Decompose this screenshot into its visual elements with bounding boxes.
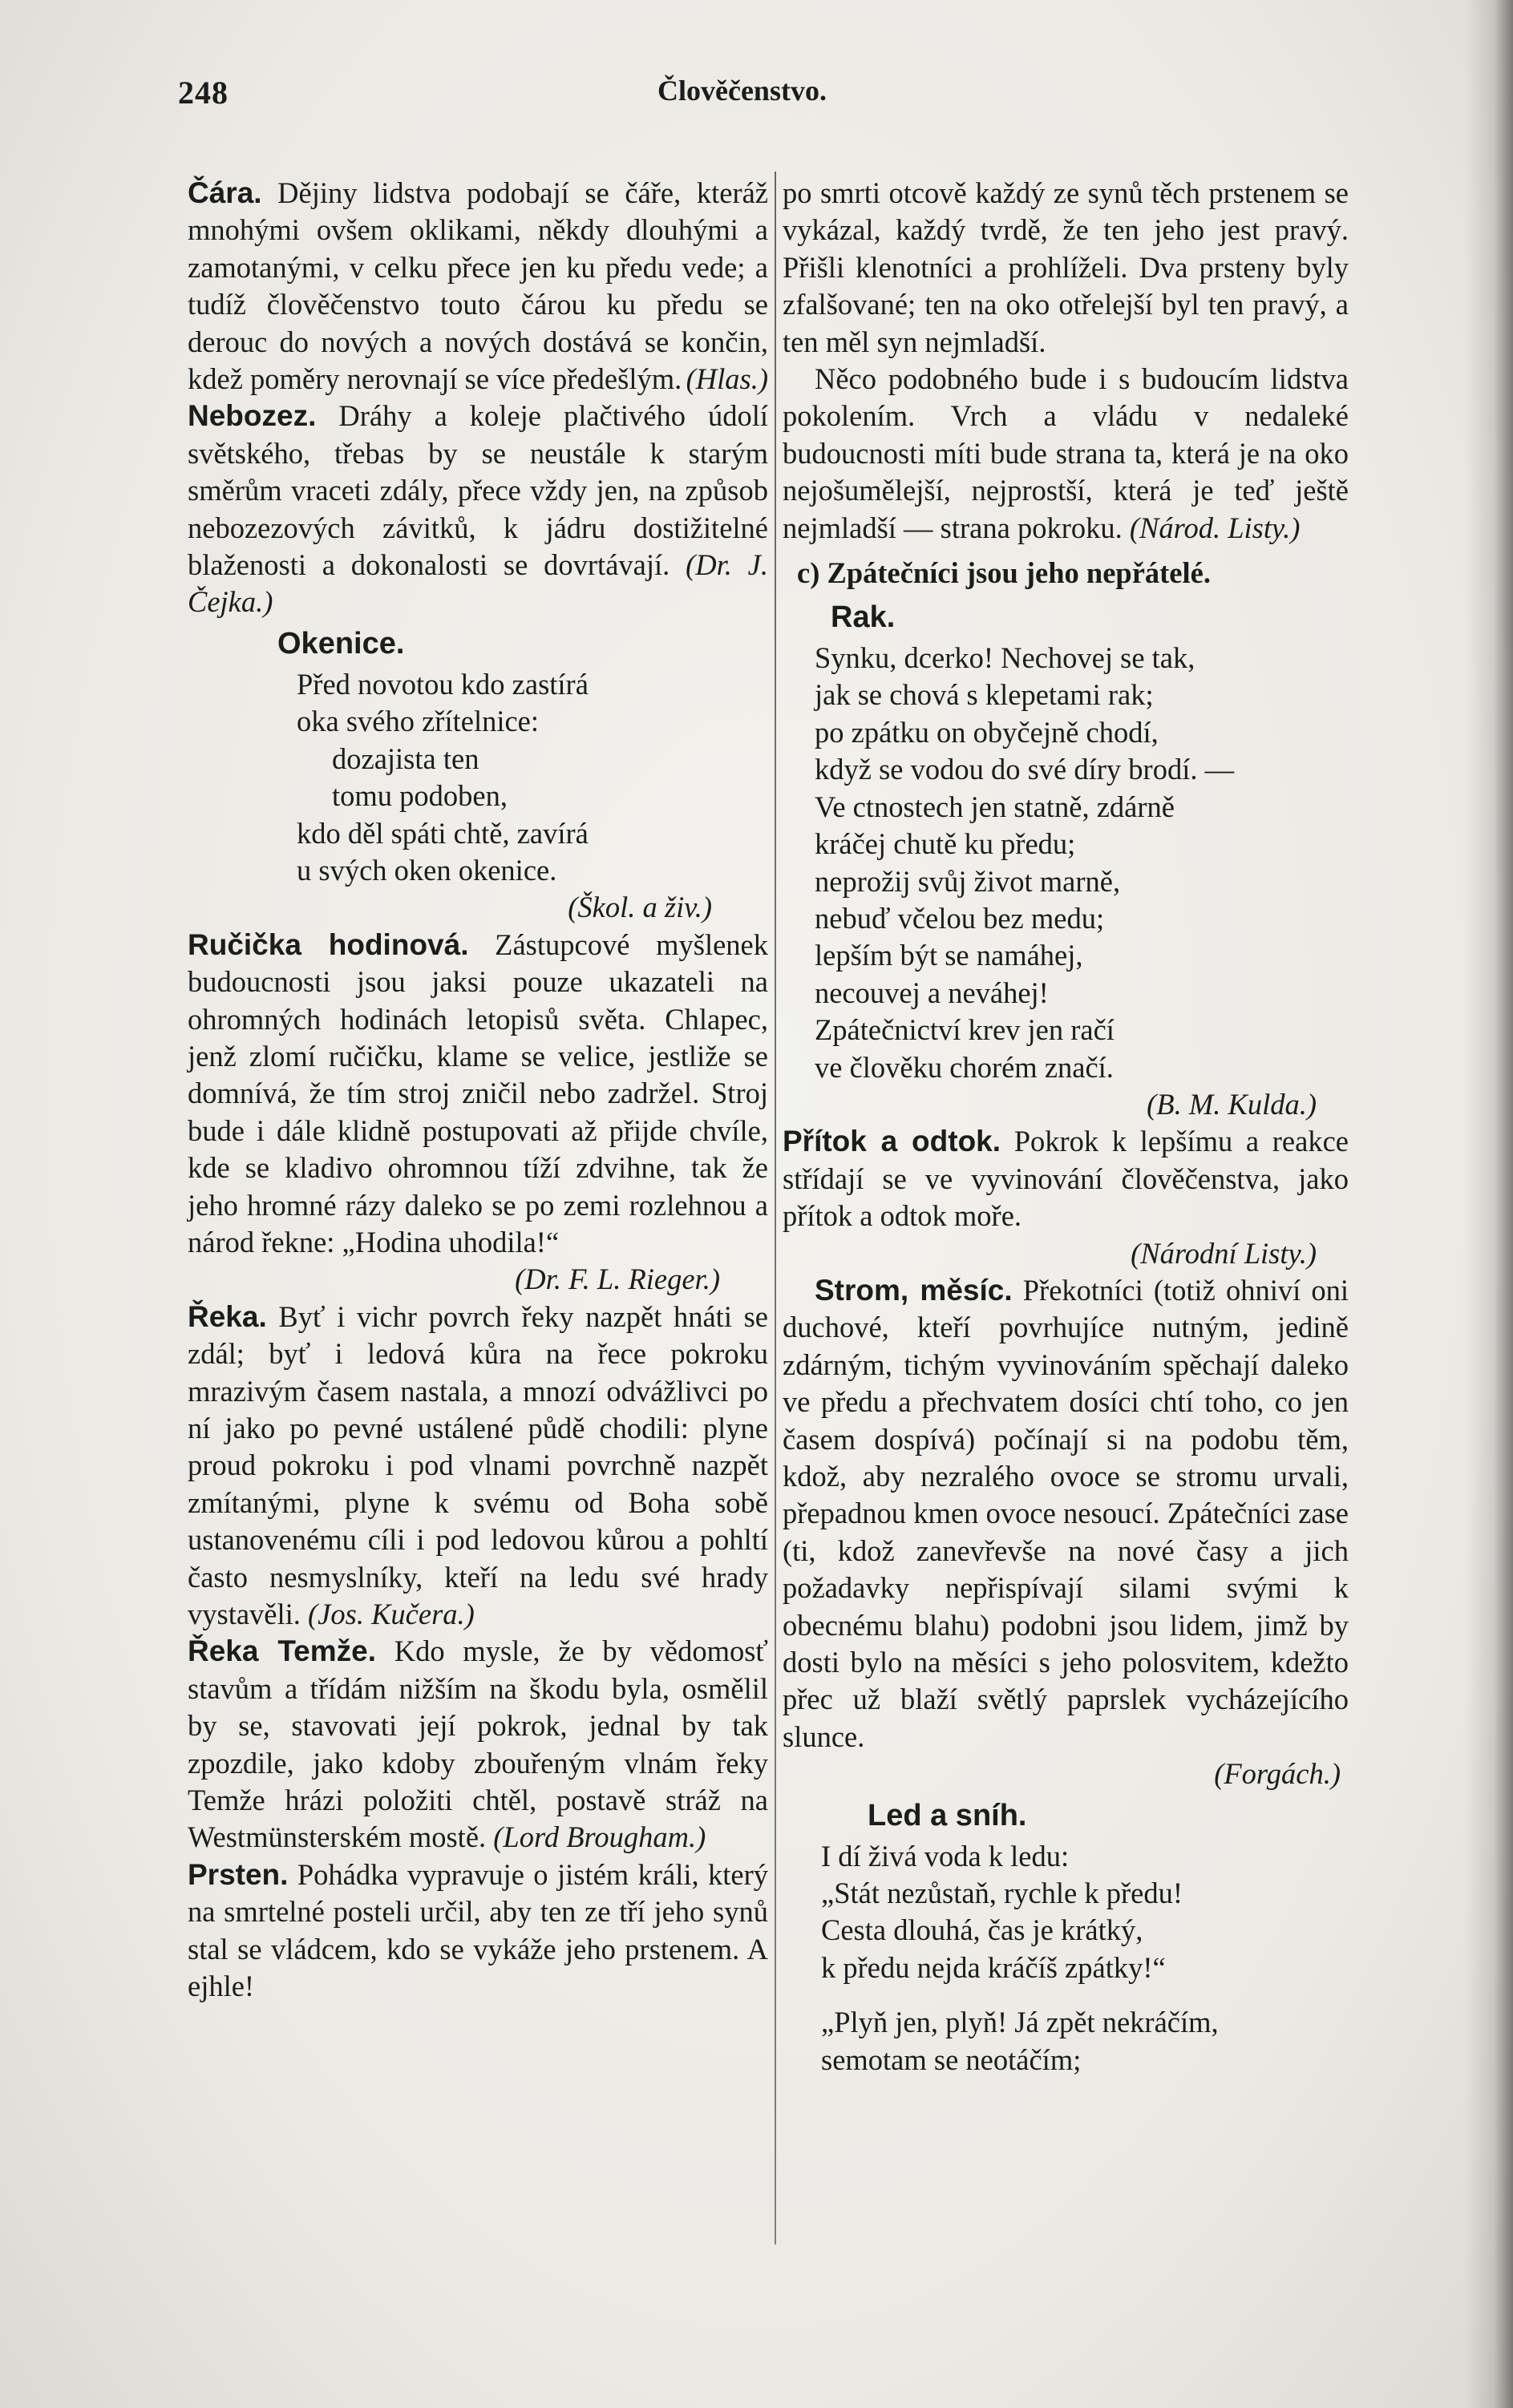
entry-title: Strom, měsíc. bbox=[815, 1273, 1013, 1307]
entry-source: (Dr. F. L. Rieger.) bbox=[515, 1263, 720, 1296]
heading-led: Led a sníh. bbox=[868, 1798, 1027, 1832]
entry-text: Kdo mysle, že by vědomosť stavům a třídám nižším na škodu byla, osmělil by se, stavovati její pokrok, jednal by tak zpozdile, jako kdoby zbouřeným vlnám řeky Temže hrázi položiti chtěl, postavě stráž na Westmünsterském mostě. bbox=[188, 1634, 769, 1854]
poem-line: Synku, dcerko! Nechovej se tak, bbox=[815, 641, 1195, 675]
poem-line: Cesta dlouhá, čas je krátký, bbox=[821, 1913, 1143, 1947]
poem-line: nebuď včelou bez medu; bbox=[815, 901, 1105, 935]
entry-text: Překotníci (totiž ohniví oni duchové, kteří povrhujíce nutným, jedině zdárným, tichým vyvinováním spěchají daleko ve předu a přechvatem dosíci chtí toho, co jen časem dospívá) počínají si na podobu těm, kdož, aby nezralého ovoce se stromu urvali, přepadnou kmen ovoce nesoucí. Zpátečníci zase (ti, kdož zanevřevše na nové časy a jich požadavky nepřispívají silami svými k obecnému blahu) podobni jsou lidem, jimž by dosti bylo na měsíci s jeho polosvitem, kdežto přec už blaží světlý paprslek vycházejícího slunce. bbox=[783, 1273, 1349, 1753]
poem-line: k předu nejda kráčíš zpátky!“ bbox=[821, 1950, 1166, 1984]
entry-title: Řeka Temže. bbox=[188, 1634, 377, 1668]
page-number: 248 bbox=[178, 75, 229, 111]
running-head: Člověčenstvo. bbox=[657, 75, 827, 107]
left-column bbox=[188, 175, 768, 2006]
poem-line: lepším být se namáhej, bbox=[815, 939, 1083, 972]
poem-line: kráčej chutě ku předu; bbox=[815, 827, 1076, 861]
gutter-shadow bbox=[1465, 0, 1513, 2408]
poem-line: neprožij svůj život marně, bbox=[815, 864, 1121, 898]
section-heading-c: c) Zpátečníci jsou jeho nepřátelé. bbox=[797, 556, 1211, 590]
poem-line: semotam se neotáčím; bbox=[821, 2042, 1082, 2076]
poem-line: Před novotou kdo zastírá bbox=[297, 667, 589, 701]
entry-title: Přítok a odtok. bbox=[783, 1125, 1001, 1158]
poem-line: u svých oken okenice. bbox=[297, 853, 557, 887]
entry-prsten-continued: po smrti otcově každý ze synů těch prstenem se vykázal, každý tvrdě, že ten jeho jest pravý. Přišli klenotníci a prohlíželi. Dva prsteny byly zfalšované; ten na oko otřelejší byl ten pravý, a ten měl syn nejmladší. bbox=[783, 176, 1349, 358]
poem-line: Zpátečnictví krev jen račí bbox=[815, 1013, 1115, 1047]
poem-line: necouvej a neváhej! bbox=[815, 976, 1049, 1009]
poem-led bbox=[783, 1838, 1349, 2079]
entry-cara bbox=[188, 175, 768, 398]
entry-rucicka bbox=[188, 927, 768, 1262]
entry-source: (Dr. J. Čejka.) bbox=[188, 548, 769, 619]
poem-line: ve člověku chorém značí. bbox=[815, 1050, 1114, 1084]
entry-source: (Národní Listy.) bbox=[1131, 1236, 1317, 1270]
poem-line: „Stát nezůstaň, rychle k předu! bbox=[821, 1877, 1183, 1910]
entry-text: Dějiny lidstva podobají se čáře, kteráž mnohými ovšem oklikami, někdy dlouhými a zamotanými, v celku přece jen ku předu vede; a tudíž člověčenstvo touto čárou ku předu se derouc do nových a nových dostává se končin, kdež poměry nerovnají se více předešlým. bbox=[188, 176, 769, 396]
entry-text: Dráhy a koleje plačtivého údolí světského, třebas by se neustále k starým směrům vraceti zdály, přece vždy jen, na způsob nebozezových závitků, k jádru dostižitelné blaženosti a dokonalosti se dovrtávají. bbox=[188, 399, 768, 582]
heading-okenice: Okenice. bbox=[277, 626, 405, 661]
poem-line: oka svého zřítelnice: bbox=[297, 705, 540, 738]
entry-text: Pohádka vypravuje o jistém králi, který na smrtelné posteli určil, aby ten ze tří jeho synů stal se vládcem, kdo se vykáže jeho prstenem. A ejhle! bbox=[188, 1857, 768, 2003]
poem-line: dozajista ten bbox=[332, 741, 479, 775]
entry-strom bbox=[783, 1272, 1349, 1755]
entry-reka-temze bbox=[188, 1633, 768, 1856]
entry-source: (Jos. Kučera.) bbox=[308, 1598, 475, 1631]
entry-pritok bbox=[783, 1123, 1349, 1234]
poem-line: kdo děl spáti chtě, zavírá bbox=[297, 816, 589, 850]
entry-reka bbox=[188, 1299, 768, 1634]
entry-nebozez bbox=[188, 398, 768, 620]
poem-rak bbox=[783, 640, 1349, 1086]
entry-source: (Forgách.) bbox=[1214, 1757, 1341, 1791]
entry-title: Ručička hodinová. bbox=[188, 927, 469, 961]
right-column bbox=[783, 175, 1349, 2079]
poem-line: tomu podoben, bbox=[332, 779, 508, 813]
entry-text: Zástupcové myšlenek budoucnosti jsou jaksi pouze ukazateli na ohromných hodinách letopisů světa. Chlapec, jenž zlomí ručičku, klame se velice, jestliže se domnívá, že tím stroj zničil nebo zadržel. Stroj bude i dále klidně postupovati až přijde chvíle, kde se kladivo ohromnou tíží zdvihne, tak že jeho hromné rázy daleko se po zemi rozlehnou a národ řekne: „Hodina uhodila!“ bbox=[188, 927, 768, 1259]
entry-source: (B. M. Kulda.) bbox=[1147, 1087, 1317, 1121]
entry-source: (Škol. a živ.) bbox=[568, 891, 712, 924]
entry-title: Nebozez. bbox=[188, 399, 317, 433]
entry-text: Něco podobného bude i s budoucím lidstva pokolením. Vrch a vládu v nedaleké budoucnosti míti bude strana ta, která je na oko nejošumělejší, nejprostší, která je teď ještě nejmladší — strana pokroku. bbox=[783, 362, 1349, 544]
entry-title: Prsten. bbox=[188, 1857, 289, 1891]
poem-line: „Plyň jen, plyň! Já zpět nekráčím, bbox=[821, 2006, 1219, 2039]
column-divider bbox=[775, 172, 776, 2244]
poem-line: po zpátku on obyčejně chodí, bbox=[815, 715, 1159, 749]
entry-source: (Hlas.) bbox=[686, 362, 768, 396]
poem-line: Ve ctnostech jen statně, zdárně bbox=[815, 790, 1175, 823]
entry-source: (Lord Brougham.) bbox=[493, 1820, 706, 1854]
stanza-gap bbox=[821, 1986, 1349, 2004]
poem-line: jak se chová s klepetami rak; bbox=[815, 678, 1154, 712]
page-header bbox=[0, 74, 1513, 122]
poem-line: když se vodou do své díry brodí. — bbox=[815, 753, 1235, 786]
entry-source: (Národ. Listy.) bbox=[1129, 511, 1301, 544]
entry-title: Čára. bbox=[188, 176, 262, 209]
entry-prsten bbox=[188, 1857, 768, 2006]
poem-line: I dí živá voda k ledu: bbox=[821, 1839, 1070, 1873]
entry-prsten-continued-2 bbox=[783, 361, 1349, 547]
entry-text: Byť i vichr povrch řeky nazpět hnáti se zdál; byť i ledová kůra na řece pokroku mrazivým časem nastala, a mnozí odvážlivci po ní jako po pevné ustálené půdě chodili: plyne proud pokroku i pod vlnami povrchně nazpět zmítanými, plyne k svému od Boha sobě ustanovenému cíli i pod ledovou kůrou a pohltí často nesmyslníky, kteří na ledu své hrady vystavěli. bbox=[188, 1299, 768, 1631]
entry-title: Řeka. bbox=[188, 1299, 267, 1333]
entry-text: Pokrok k lepšímu a reakce střídají se ve vyvinování člověčenstva, jako přítok a odtok moře. bbox=[783, 1125, 1349, 1233]
heading-rak: Rak. bbox=[831, 600, 896, 635]
poem-okenice bbox=[188, 666, 768, 889]
